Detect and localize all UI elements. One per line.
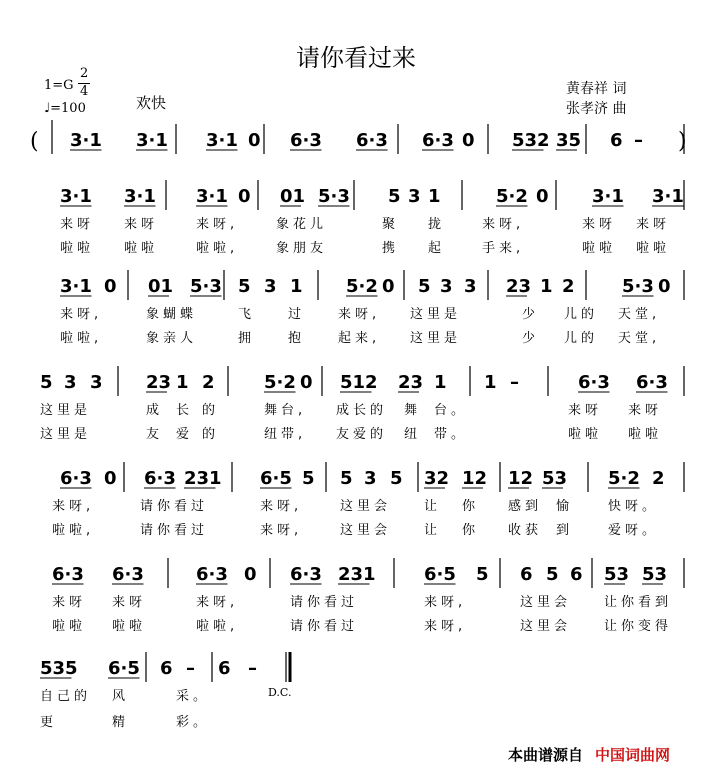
lyric-word: 你 [462,523,480,538]
lyric-word: 少 [522,331,540,346]
lyric-word: 来呀, [424,595,467,610]
note: 3 [408,186,421,207]
lyric-word: 精 [112,715,130,730]
note: 2 [562,276,575,297]
note: 0 [248,130,261,151]
note: 5 [302,468,315,489]
lyric-word: 来呀 [636,217,671,232]
lyric-word: 啦啦 [60,241,95,256]
lyric-word: 拢 [428,217,446,232]
lyric-word: 来呀, [424,619,467,634]
lyric-word: 带。 [434,427,469,442]
note: 5 [546,564,559,585]
lyric-word: 请你看过 [290,619,359,634]
lyric-word: 来呀 [628,403,663,418]
note: 0 [382,276,395,297]
lyric-word: 象朋友 [276,241,328,256]
lyric-word: 请你看过 [140,523,209,538]
note: – [186,658,195,679]
lyric-word: 这里会 [520,595,572,610]
lyric-word: 更 [40,715,58,730]
lyric-word: 彩。 [176,715,211,730]
note: 01 [280,186,306,207]
lyric-word: 友 [146,427,164,442]
lyric-word: 感到 [508,499,543,514]
note: – [634,130,643,151]
note: 3·1 [124,186,156,207]
note: 6·3 [422,130,454,151]
time-signature-numerator: 2 [80,66,89,81]
tempo-marking: ♩=100 [44,101,86,116]
note: 0 [104,276,117,297]
lyric-word: 这里会 [520,619,572,634]
lyric-word: 这里是 [410,331,462,346]
lyric-word: 来呀, [260,523,303,538]
note: 2 [652,468,665,489]
lyric-word: 少 [522,307,540,322]
note: 23 [146,372,172,393]
note: 23 [398,372,424,393]
lyric-word: 起来, [338,331,381,346]
lyric-word: 啦啦, [196,241,239,256]
note: 6·3 [636,372,668,393]
note: 12 [462,468,488,489]
lyric-word: 来呀 [112,595,147,610]
da-capo-mark: D.C. [268,686,292,699]
lyric-word: 成 [146,403,164,418]
note: 6 [520,564,533,585]
note: – [248,658,257,679]
note: 3·1 [652,186,684,207]
note: 6·5 [424,564,456,585]
lyric-word: 啦啦 [568,427,603,442]
note: 1 [434,372,447,393]
lyric-word: 愉 [556,499,574,514]
note: 6·5 [108,658,140,679]
lyric-word: 象花儿 [276,217,328,232]
note: 5·3 [318,186,350,207]
note: 5 [390,468,403,489]
lyric-word: 过 [288,307,306,322]
note: 3·1 [60,186,92,207]
lyric-word: 到 [556,523,574,538]
note: 6·3 [60,468,92,489]
note: 5 [340,468,353,489]
note: 3·1 [70,130,102,151]
note: 0 [300,372,313,393]
note: 5·2 [608,468,640,489]
lyric-word: 啦啦, [60,331,103,346]
lyric-word: 拥 [238,331,256,346]
note: 0 [462,130,475,151]
lyric-word: 来呀, [52,499,95,514]
note: 0 [238,186,251,207]
lyric-word: 这里会 [340,523,392,538]
song-title: 请你看过来 [296,44,416,72]
lyric-word: 让 [424,523,442,538]
lyric-word: 这里会 [340,499,392,514]
lyric-word: 这里是 [40,403,92,418]
lyric-word: 来呀, [260,499,303,514]
note: 0 [658,276,671,297]
lyric-word: 采。 [176,689,211,704]
note: 1 [428,186,441,207]
lyric-word: 手来, [482,241,525,256]
note: 6·3 [356,130,388,151]
repeat-open-paren: ( [30,129,39,154]
lyric-word: 这里是 [410,307,462,322]
key-signature: 1=G [44,78,74,93]
repeat-close-paren: ) [678,129,687,154]
lyric-word: 象蝴蝶 [146,307,198,322]
note: 6·3 [112,564,144,585]
lyric-word: 爱呀。 [608,523,660,538]
note: 6·3 [144,468,176,489]
lyric-word: 自己的 [40,689,92,704]
lyric-word: 纽带, [264,427,307,442]
lyric-word: 爱 [176,427,194,442]
lyric-word: 快呀。 [608,499,660,514]
lyric-word: 友爱的 [336,427,388,442]
note: 6·3 [52,564,84,585]
lyric-word: 纽 [404,427,422,442]
lyric-word: 来呀 [582,217,617,232]
note: 5 [238,276,251,297]
note: 5 [476,564,489,585]
time-signature-denominator: 4 [80,84,89,99]
note: 23 [506,276,532,297]
lyric-word: 请你看过 [290,595,359,610]
note: 6·3 [290,564,322,585]
lyric-word: 这里是 [40,427,92,442]
lyric-word: 收获 [508,523,543,538]
note: 3 [90,372,103,393]
note: 3·1 [196,186,228,207]
note: 6·3 [578,372,610,393]
note: 3 [364,468,377,489]
note: 2 [202,372,215,393]
note: 6 [610,130,623,151]
lyric-word: 啦啦 [582,241,617,256]
note: 01 [148,276,174,297]
lyric-word: 来呀 [568,403,603,418]
note: 0 [244,564,257,585]
lyric-word: 台。 [434,403,469,418]
lyricist-credit: 黄春祥 词 [566,81,627,97]
lyric-word: 让 [424,499,442,514]
composer-credit: 张孝济 曲 [566,101,627,117]
tempo-value: =100 [50,101,86,116]
note: 5 [418,276,431,297]
lyric-word: 飞 [238,307,256,322]
note: 12 [508,468,534,489]
note: – [510,372,519,393]
lyric-word: 啦啦 [124,241,159,256]
lyric-word: 啦啦 [628,427,663,442]
note: 535 [40,658,78,679]
note: 231 [338,564,376,585]
lyric-word: 成长的 [336,403,388,418]
lyric-word: 啦啦, [52,523,95,538]
note: 231 [184,468,222,489]
lyric-word: 儿的 [564,331,599,346]
note: 5 [388,186,401,207]
note: 3·1 [206,130,238,151]
note: 3 [64,372,77,393]
lyric-word: 让你变得 [604,619,673,634]
lyric-word: 天堂, [618,331,661,346]
lyric-word: 你 [462,499,480,514]
note: 3·1 [60,276,92,297]
note: 5·3 [190,276,222,297]
note: 532 [512,130,550,151]
lyric-word: 象亲人 [146,331,198,346]
lyric-word: 啦啦, [196,619,239,634]
lyric-word: 起 [428,241,446,256]
note: 1 [484,372,497,393]
note: 1 [176,372,189,393]
lyric-word: 来呀, [60,307,103,322]
lyric-word: 聚 [382,217,400,232]
note: 5·2 [264,372,296,393]
lyric-word: 舞台, [264,403,307,418]
note: 3·1 [592,186,624,207]
lyric-word: 的 [202,403,220,418]
note: 6 [160,658,173,679]
note: 0 [536,186,549,207]
lyric-word: 来呀, [196,217,239,232]
lyric-word: 啦啦 [636,241,671,256]
note: 5·3 [622,276,654,297]
note: 512 [340,372,378,393]
lyric-word: 来呀 [60,217,95,232]
note: 5 [40,372,53,393]
note: 3 [464,276,477,297]
lyric-word: 舞 [404,403,422,418]
note: 0 [104,468,117,489]
lyric-word: 请你看过 [140,499,209,514]
note: 6 [570,564,583,585]
note: 3 [264,276,277,297]
lyric-word: 抱 [288,331,306,346]
note: 1 [290,276,303,297]
lyric-word: 让你看到 [604,595,673,610]
note: 5·2 [496,186,528,207]
lyric-word: 天堂, [618,307,661,322]
lyric-word: 长 [176,403,194,418]
note: 6·5 [260,468,292,489]
note: 6·3 [290,130,322,151]
mood-marking: 欢快 [136,94,167,112]
note: 3 [440,276,453,297]
lyric-word: 的 [202,427,220,442]
lyric-word: 来呀, [338,307,381,322]
note: 6 [218,658,231,679]
note: 1 [540,276,553,297]
note: 3·1 [136,130,168,151]
lyric-word: 来呀 [124,217,159,232]
note: 53 [542,468,568,489]
source-label: 本曲谱源自 [508,746,584,764]
note: 6·3 [196,564,228,585]
note: 53 [642,564,668,585]
source-footer [508,744,670,765]
lyric-word: 啦啦 [52,619,87,634]
note: 53 [604,564,630,585]
note: 35 [556,130,582,151]
lyric-word: 来呀 [52,595,87,610]
lyric-word: 来呀, [196,595,239,610]
lyric-word: 携 [382,241,400,256]
lyric-word: 风 [112,689,130,704]
lyric-word: 啦啦 [112,619,147,634]
source-site-link[interactable]: 中国词曲网 [595,746,671,764]
note: 5·2 [346,276,378,297]
lyric-word: 来呀, [482,217,525,232]
note: 32 [424,468,450,489]
lyric-word: 儿的 [564,307,599,322]
